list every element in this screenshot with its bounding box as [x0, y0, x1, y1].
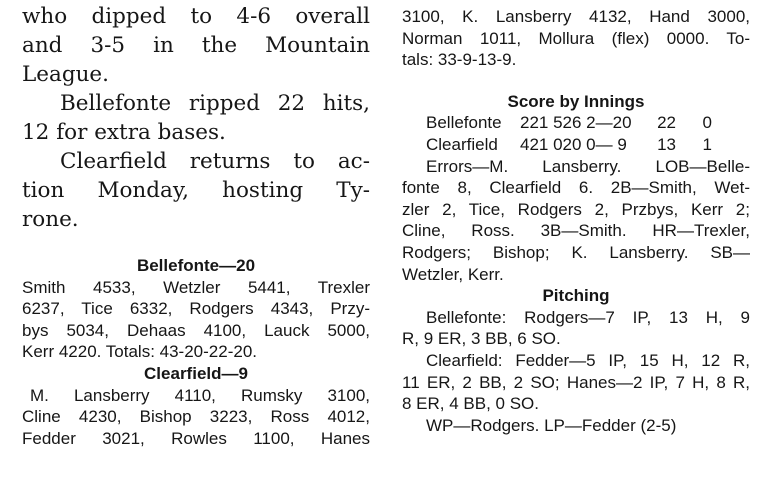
clearfield-box-continued: [402, 6, 750, 71]
bellefonte-heading: Bellefonte—20: [136, 256, 256, 275]
box-line: 3100, K. Lansberry 4132, Hand 3000,: [402, 7, 750, 26]
linescore-row: [402, 134, 750, 156]
linescore-errors: 1: [702, 134, 712, 154]
linescore-errors: 0: [702, 113, 712, 133]
score-by-innings: [402, 91, 750, 285]
summary-line: Rodgers; Bishop; K. Lansberry. SB—: [402, 242, 750, 262]
clearfield-heading: Clearfield—9: [144, 363, 248, 383]
linescore-innings: 421 020 0— 9: [520, 134, 627, 154]
pitching-line: Clearfield: Fedder—5 IP, 15 H, 12 R,: [426, 350, 750, 370]
story-line: rone.: [22, 207, 79, 232]
summary-line: Cline, Ross. 3B—Smith. HR—Trexler,: [402, 221, 750, 241]
pitching-line: 11 ER, 2 BB, 2 SO; Hanes—2 IP, 7 H, 8 R,: [402, 372, 750, 392]
clearfield-box-score: [22, 363, 370, 449]
story-line: and 3-5 in the Mountain: [22, 33, 370, 58]
box-line: Cline 4230, Bishop 3223, Ross 4012,: [22, 407, 370, 427]
pitching-line: 8 ER, 4 BB, 0 SO.: [402, 394, 540, 414]
box-line: Smith 4533, Wetzler 5441, Trexler: [22, 277, 370, 297]
story-line: Bellefonte ripped 22 hits,: [60, 91, 370, 116]
box-line: Fedder 3021, Rowles 1100, Hanes: [22, 428, 370, 448]
bellefonte-box-score: [22, 255, 370, 363]
box-line: bys 5034, Dehaas 4100, Lauck 5000,: [22, 320, 370, 340]
story-line: Clearfield returns to ac-: [60, 149, 370, 174]
linescore-runs: 22: [657, 113, 676, 133]
linescore-team: Clearfield: [426, 134, 498, 154]
box-line: Norman 1011, Mollura (flex) 0000. To-: [402, 28, 750, 48]
linescore-row: [402, 112, 750, 134]
pitching-section: [402, 285, 750, 436]
story-line: tion Monday, hosting Ty-: [22, 178, 370, 203]
summary-line: zler 2, Tice, Rodgers 2, Przbys, Kerr 2;: [402, 199, 750, 219]
summary-line: Wetzler, Kerr.: [402, 264, 504, 284]
story-line: 12 for extra bases.: [22, 120, 226, 145]
pitching-decision: WP—Rodgers. LP—Fedder (2-5): [426, 415, 677, 435]
box-line: Kerr 4220. Totals: 43-20-22-20.: [22, 342, 257, 362]
pitching-line: R, 9 ER, 3 BB, 6 SO.: [402, 329, 561, 349]
pitching-line: Bellefonte: Rodgers—7 IP, 13 H, 9: [426, 307, 750, 327]
left-column: [22, 0, 370, 449]
box-line: 6237, Tice 6332, Rodgers 4343, Przy-: [22, 299, 370, 319]
linescore-team: Bellefonte: [426, 113, 502, 133]
story-line: League.: [22, 62, 109, 87]
right-column: [402, 0, 750, 436]
pitching-heading: Pitching: [542, 286, 610, 306]
box-line: M. Lansberry 4110, Rumsky 3100,: [30, 385, 370, 405]
linescore-runs: 13: [657, 134, 676, 154]
summary-line: fonte 8, Clearfield 6. 2B—Smith, Wet-: [402, 178, 750, 198]
story-line: who dipped to 4-6 overall: [22, 4, 370, 29]
summary-line: Errors—M. Lansberry. LOB—Belle-: [426, 156, 750, 176]
score-by-innings-heading: Score by Innings: [507, 91, 645, 111]
box-line: tals: 33-9-13-9.: [402, 50, 517, 70]
story-text: [22, 2, 370, 234]
linescore-innings: 221 526 2—20: [520, 113, 632, 133]
